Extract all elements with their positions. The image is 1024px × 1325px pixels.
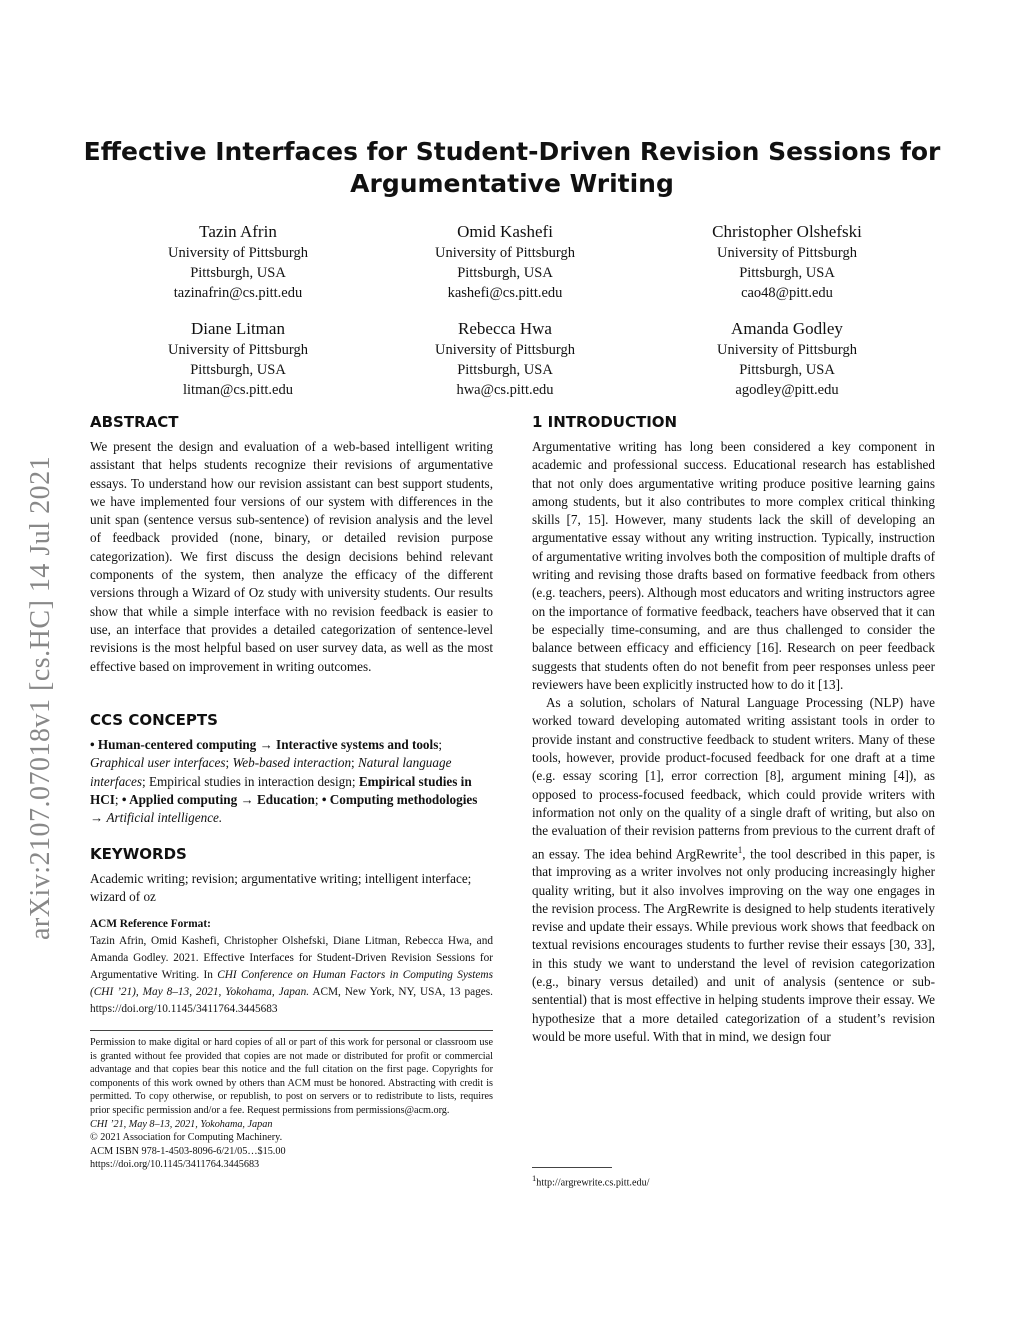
abstract-heading: ABSTRACT — [90, 413, 179, 431]
author-affil: University of Pittsburgh — [717, 342, 857, 358]
author-name: Diane Litman — [191, 319, 285, 338]
permission-text: Permission to make digital or hard copies of all or part of this work for personal or classroom use is granted without fee provided that copies are not made or distributed for profit or commercial advantage and that copies bear this notice and the full citation on the first page. Copyrights for components of this work owned by others than ACM must be honored. Abstracting with credit is permitted. To copy otherwise, or republish, to post on servers or to redistribute to lists, requires prior specific permission and/or a fee. Request permissions from permissions@acm.org. — [90, 1037, 493, 1116]
acm-reference — [90, 916, 493, 1018]
author-name: Amanda Godley — [731, 319, 843, 338]
author-loc: Pittsburgh, USA — [190, 362, 286, 378]
intro-paragraph: Argumentative writing has long been considered a key component in academic and professional success. Educational research has established that not only does argumentative writing produce positive learning gains among students, but it also contributes to more complex critical thinking skills [7, 15]. However, many students lack the skill of developing an argumentative essay without any writing instruction. Typically, instruction of argumentative writing involves both the composition of multiple drafts of writing and revising those drafts based on formative feedback from others (e.g. teachers, peers). Although most educators and writing instructors agree on the importance of formative feedback, teachers have observed that it can be especially time-consuming, and are thus challenged to consider the balance between efficacy and efficiency [16]. Research on peer feedback suggests that students often do not benefit from peer responses unless peer reviewers have been explicitly instructed how to do it [13]. — [532, 439, 935, 692]
author-name: Rebecca Hwa — [458, 319, 552, 338]
acm-ref-tail: ACM, New York, NY, USA, 13 pages. https://doi.org/10.1145/3411764.3445683 — [90, 986, 493, 1015]
footnote-marker[interactable]: 1 — [737, 844, 743, 855]
intro-heading: 1 INTRODUCTION — [532, 413, 678, 431]
intro-paragraph-cont: , the tool described in this paper, is that improving as a writer involves not only producing increasingly higher quality writing, but it also involves improving on the way one engages in the revision process. The ArgRewrite is designed to help students iteratively revise and update their essays. While previous work shows that feedback on textual revisions encourages students to further revise their essays [30, 33], in this study we want to understand the level of revision categorization (e.g., binary versus detailed) and unit of analysis (sentence or sub-sentential) that is most effective in helping students improve their essay. We hypothesize that a more detailed categorization of a student’s revision would be more useful. With that in mind, we design four — [532, 845, 936, 1044]
author-email: tazinafrin@cs.pitt.edu — [173, 285, 303, 301]
isbn: ACM ISBN 978-1-4503-8096-6/21/05…$15.00 — [90, 1145, 286, 1157]
ccs-segment: ; — [114, 791, 122, 807]
ccs-segment: Empirical studies in HCI — [90, 773, 472, 807]
arxiv-stamp: arXiv:2107.07018v1 [cs.HC] 14 Jul 2021 — [25, 455, 56, 940]
footnote — [532, 1172, 935, 1190]
author-affil: University of Pittsburgh — [435, 245, 575, 261]
author-loc: Pittsburgh, USA — [190, 265, 286, 281]
keywords-heading: KEYWORDS — [90, 845, 187, 863]
permission-venue: CHI ’21, May 8–13, 2021, Yokohama, Japan — [90, 1118, 273, 1130]
footnote-url[interactable]: http://argrewrite.cs.pitt.edu/ — [536, 1177, 650, 1189]
author-email: agodley@pitt.edu — [735, 382, 839, 398]
author-name: Christopher Olshefski — [712, 222, 862, 241]
ccs-segment: Natural language interfaces — [90, 755, 452, 789]
author-email: kashefi@cs.pitt.edu — [447, 285, 563, 301]
author-affil: University of Pittsburgh — [717, 245, 857, 261]
divider — [90, 1030, 493, 1031]
ccs-segment: Graphical user interfaces — [90, 755, 226, 771]
title-line: Argumentative Writing — [350, 169, 674, 198]
ccs-segment: ; — [225, 755, 233, 771]
author-loc: Pittsburgh, USA — [457, 265, 553, 281]
acm-ref-text: Tazin Afrin, Omid Kashefi, Christopher Olshefski, Diane Litman, Rebecca Hwa, and Amanda Godley. 2021. Effective Interfaces for Student-Driven Revision Sessions for Argumentative Writing. In — [90, 935, 493, 981]
ccs-segment: Web-based interaction — [232, 755, 352, 771]
author-affil: University of Pittsburgh — [168, 245, 308, 261]
author-affil: University of Pittsburgh — [168, 342, 308, 358]
author-loc: Pittsburgh, USA — [457, 362, 553, 378]
copyright: © 2021 Association for Computing Machinery. — [90, 1132, 283, 1144]
footnote-number: 1 — [532, 1173, 537, 1183]
author-loc: Pittsburgh, USA — [739, 362, 835, 378]
author-email: hwa@cs.pitt.edu — [456, 382, 554, 398]
ccs-segment: • Applied computing → Education — [121, 791, 315, 807]
left-column — [90, 0, 493, 1325]
keywords-text: Academic writing; revision; argumentative writing; intelligent interface; wizard of oz — [90, 871, 472, 905]
footnote-rule — [532, 1167, 612, 1168]
ccs-heading: CCS CONCEPTS — [90, 711, 218, 729]
ccs-segment: ; — [351, 755, 359, 771]
abstract-text: We present the design and evaluation of a web-based intelligent writing assistant that helps students recognize their revisions of argumentative essays. To understand how our revision assistant can best support students, we have implemented four versions of our system with differences in the unit span (sentence versus sub-sentence) of revision analysis and the level of feedback provided (none, binary, or detailed revision purpose categorization). We first discuss the design decisions behind relevant components of the system, then analyze the efficacy of the different versions through a Wizard of Oz study with university students. Our results show that while a simple interface with no revision feedback is easier to use, an interface that provides a detailed categorization of sentence-level revisions is the most helpful based on user survey data, as well as the most effective based on improvement in writing outcomes. — [90, 439, 493, 674]
ccs-segment: • Human-centered computing → Interactive systems and tools — [90, 737, 439, 752]
author-name: Omid Kashefi — [457, 222, 553, 241]
doi-link[interactable]: https://doi.org/10.1145/3411764.3445683 — [90, 1159, 260, 1171]
intro-paragraph: As a solution, scholars of Natural Language Processing (NLP) have worked toward developing automated writing assistant tools in order to provide instant and constructive feedback to student writers. Many of these tools, however, provide product-focused feedback for one draft at a time (e.g. essay scoring [1], error correction [8], argument mining [4]), as opposed to process-focused feedback, which could provide writers with information not only on the quality of a single draft of writing, but also on the evaluation of their revision patterns from previous to the current draft of an essay. The idea behind ArgRewrite — [532, 695, 935, 861]
permission-block — [90, 1036, 493, 1172]
ccs-segment: → — [90, 810, 107, 826]
intro-body — [532, 438, 935, 1046]
acm-ref-venue: CHI Conference on Human Factors in Computing Systems (CHI ’21), May 8–13, 2021, Yokohama, Japan. — [90, 969, 493, 998]
ccs-segment: Artificial intelligence. — [106, 810, 223, 826]
ccs-concepts — [90, 736, 493, 827]
author-affil: University of Pittsburgh — [435, 342, 575, 358]
acm-ref-heading: ACM Reference Format: — [90, 918, 211, 930]
author-loc: Pittsburgh, USA — [739, 265, 835, 281]
ccs-segment: ; — [438, 737, 442, 752]
author-email: cao48@pitt.edu — [741, 285, 833, 301]
author-name: Tazin Afrin — [199, 222, 277, 241]
ccs-segment: ; — [314, 791, 322, 807]
ccs-segment: ; Empirical studies in interaction design; — [142, 773, 359, 789]
author-email: litman@cs.pitt.edu — [182, 382, 293, 398]
title-line: Effective Interfaces for Student-Driven Revision Sessions for — [83, 137, 941, 166]
right-column — [532, 0, 935, 1325]
ccs-segment: • Computing methodologies — [321, 791, 478, 807]
